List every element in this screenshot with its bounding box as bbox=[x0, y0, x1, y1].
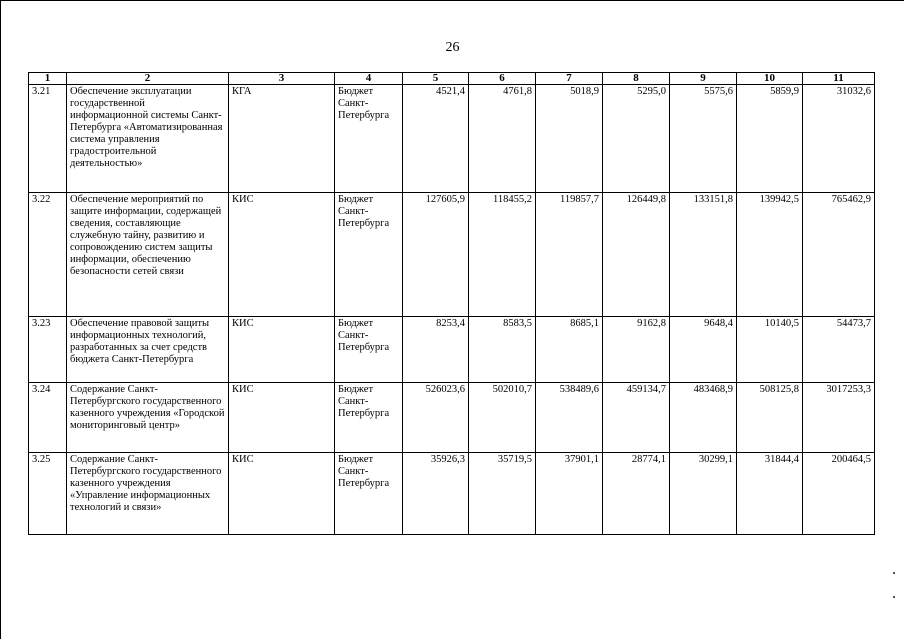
column-header: 5 bbox=[403, 73, 469, 85]
column-header: 9 bbox=[670, 73, 737, 85]
table-row bbox=[29, 453, 875, 535]
scan-speck bbox=[893, 572, 895, 574]
value-col10: 508125,8 bbox=[737, 383, 803, 453]
column-header: 7 bbox=[536, 73, 603, 85]
table-row bbox=[29, 317, 875, 383]
row-index: 3.22 bbox=[29, 193, 67, 317]
value-col6: 8583,5 bbox=[469, 317, 536, 383]
measure-name: Обеспечение мероприятий по защите информации, содержащей сведения, составляющие служебную тайну, развитию и сопровождению систем защиты информации, обеспечению безопасности сетей связи bbox=[67, 193, 229, 317]
value-col5: 127605,9 bbox=[403, 193, 469, 317]
value-col11: 765462,9 bbox=[803, 193, 875, 317]
column-header: 1 bbox=[29, 73, 67, 85]
column-header: 8 bbox=[603, 73, 670, 85]
funding-source: Бюджет Санкт-Петербурга bbox=[335, 453, 403, 535]
value-col6: 35719,5 bbox=[469, 453, 536, 535]
value-col6: 118455,2 bbox=[469, 193, 536, 317]
value-col11: 54473,7 bbox=[803, 317, 875, 383]
page-number: 26 bbox=[445, 40, 460, 55]
value-col11: 200464,5 bbox=[803, 453, 875, 535]
value-col9: 133151,8 bbox=[670, 193, 737, 317]
executor: КИС bbox=[229, 453, 335, 535]
column-header: 3 bbox=[229, 73, 335, 85]
measure-name: Обеспечение эксплуатации государственной информационной системы Санкт-Петербурга «Автоматизированная система управления градостроительной деятельностью» bbox=[67, 85, 229, 193]
executor: КИС bbox=[229, 383, 335, 453]
measure-name: Содержание Санкт-Петербургского государственного казенного учреждения «Городской мониторинговый центр» bbox=[67, 383, 229, 453]
row-index: 3.23 bbox=[29, 317, 67, 383]
value-col7: 5018,9 bbox=[536, 85, 603, 193]
table-row bbox=[29, 383, 875, 453]
row-index: 3.24 bbox=[29, 383, 67, 453]
scan-speck bbox=[893, 596, 895, 598]
value-col11: 3017253,3 bbox=[803, 383, 875, 453]
row-index: 3.21 bbox=[29, 85, 67, 193]
value-col10: 31844,4 bbox=[737, 453, 803, 535]
value-col5: 526023,6 bbox=[403, 383, 469, 453]
measure-name: Содержание Санкт-Петербургского государственного казенного учреждения «Управление информационных технологий и связи» bbox=[67, 453, 229, 535]
value-col5: 4521,4 bbox=[403, 85, 469, 193]
value-col9: 9648,4 bbox=[670, 317, 737, 383]
value-col7: 538489,6 bbox=[536, 383, 603, 453]
column-header: 10 bbox=[737, 73, 803, 85]
funding-source: Бюджет Санкт-Петербурга bbox=[335, 193, 403, 317]
value-col11: 31032,6 bbox=[803, 85, 875, 193]
value-col9: 483468,9 bbox=[670, 383, 737, 453]
measure-name: Обеспечение правовой защиты информационных технологий, разработанных за счет средств бюджета Санкт-Петербурга bbox=[67, 317, 229, 383]
funding-source: Бюджет Санкт-Петербурга bbox=[335, 317, 403, 383]
column-header: 11 bbox=[803, 73, 875, 85]
executor: КИС bbox=[229, 193, 335, 317]
executor: КИС bbox=[229, 317, 335, 383]
value-col8: 9162,8 bbox=[603, 317, 670, 383]
table-row bbox=[29, 193, 875, 317]
value-col8: 5295,0 bbox=[603, 85, 670, 193]
value-col7: 8685,1 bbox=[536, 317, 603, 383]
row-index: 3.25 bbox=[29, 453, 67, 535]
table-row bbox=[29, 85, 875, 193]
program-table bbox=[28, 72, 875, 535]
value-col8: 28774,1 bbox=[603, 453, 670, 535]
value-col7: 119857,7 bbox=[536, 193, 603, 317]
column-header: 6 bbox=[469, 73, 536, 85]
value-col10: 139942,5 bbox=[737, 193, 803, 317]
value-col5: 8253,4 bbox=[403, 317, 469, 383]
value-col10: 5859,9 bbox=[737, 85, 803, 193]
value-col9: 30299,1 bbox=[670, 453, 737, 535]
column-header: 2 bbox=[67, 73, 229, 85]
value-col10: 10140,5 bbox=[737, 317, 803, 383]
value-col6: 502010,7 bbox=[469, 383, 536, 453]
value-col8: 459134,7 bbox=[603, 383, 670, 453]
column-header: 4 bbox=[335, 73, 403, 85]
funding-source: Бюджет Санкт-Петербурга bbox=[335, 383, 403, 453]
value-col6: 4761,8 bbox=[469, 85, 536, 193]
value-col5: 35926,3 bbox=[403, 453, 469, 535]
table-header-row bbox=[29, 73, 875, 85]
value-col7: 37901,1 bbox=[536, 453, 603, 535]
executor: КГА bbox=[229, 85, 335, 193]
funding-source: Бюджет Санкт-Петербурга bbox=[335, 85, 403, 193]
value-col9: 5575,6 bbox=[670, 85, 737, 193]
value-col8: 126449,8 bbox=[603, 193, 670, 317]
